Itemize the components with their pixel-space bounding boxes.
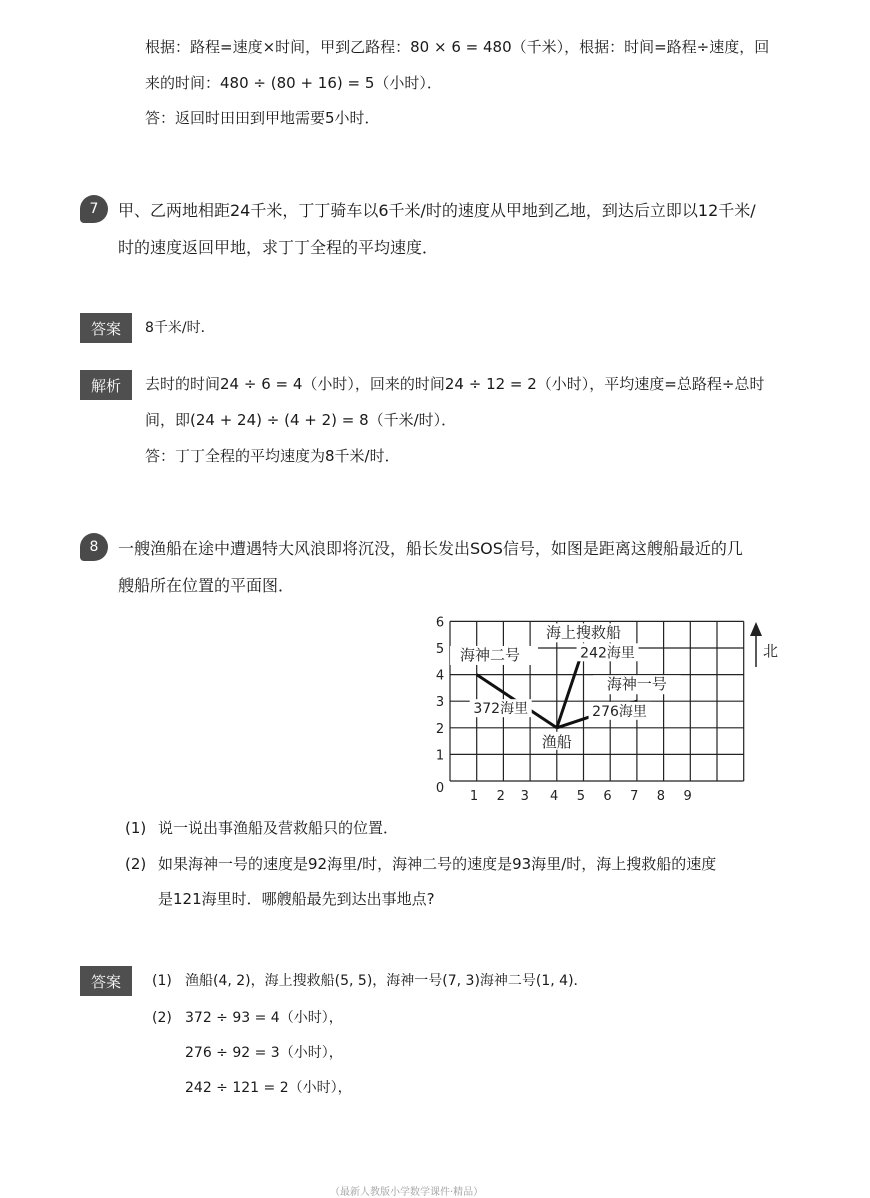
question-8-line-1: 一艘渔船在途中遭遇特大风浪即将沉没，船长发出SOS信号，如图是距离这艘船最近的几 [118,539,743,558]
question-7-analysis-line-1: 去时的时间24 ÷ 6 = 4（小时），回来的时间24 ÷ 12 = 2（小时），平均速度=总路程÷总时 [145,375,765,393]
question-7-analysis-line-3: 答：丁丁全程的平均速度为8千米/时． [145,447,400,465]
distance-label: 242海里 [580,645,635,662]
answer-2-line-1: 372 ÷ 93 = 4（小时）， [185,1010,343,1026]
answer-tag: 答案 [80,313,132,343]
fishing-boat-label: 渔船 [541,732,572,751]
sub-question-1-number: (1) [125,819,147,837]
question-7-badge: 7 [80,195,108,223]
prev-solution-line-1: 根据：路程=速度×时间，甲到乙路程：80 × 6 = 480（千米），根据：时间=路程÷速度，回 [145,38,770,56]
question-7-line-1: 甲、乙两地相距24千米，丁丁骑车以6千米/时的速度从甲地到乙地，到达后立即以12千米/ [118,201,756,220]
sub-question-2-number: (2) [125,855,147,873]
x-tick-label: 3 [520,789,529,804]
question-8-badge: 8 [80,533,108,561]
x-tick-label: 9 [683,789,692,804]
distance-label: 372海里 [473,701,529,718]
y-tick-label: 3 [435,695,445,711]
question-8-line-2: 艘船所在位置的平面图． [118,576,295,595]
ship-label: 海神一号 [606,675,667,694]
ship-label: 海神二号 [460,645,521,664]
x-tick-label: 5 [576,789,585,804]
y-tick-label: 5 [435,642,445,657]
x-tick-label: 1 [469,789,479,804]
question-7-line-2: 时的速度返回甲地，求丁丁全程的平均速度． [118,238,439,257]
y-tick-label: 1 [435,748,445,764]
answer-2-line-3: 242 ÷ 121 = 2（小时）， [185,1080,352,1096]
answer-1: 渔船(4, 2)，海上搜救船(5, 5)，海神一号(7, 3)海神二号(1, 4)． [185,973,588,989]
x-tick-label: 7 [630,789,639,804]
ship-label: 海上搜救船 [545,623,622,642]
x-tick-label: 2 [496,789,505,804]
answer-tag-8: 答案 [80,966,132,996]
sub-question-2-line-1: 如果海神一号的速度是92海里/时，海神二号的速度是93海里/时，海上搜救船的速度 [158,855,717,873]
prev-solution-line-3: 答：返回时田田到甲地需要5小时． [145,109,380,127]
question-7-analysis-line-2: 间，即(24 + 24) ÷ (4 + 2) = 8（千米/时）． [145,411,457,429]
answer-2-number: (2) [152,1010,172,1026]
sub-question-2-line-2: 是121海里时．哪艘船最先到达出事地点? [158,890,435,908]
answer-2-line-2: 276 ÷ 92 = 3（小时）， [185,1045,343,1061]
y-tick-label: 6 [435,615,445,631]
prev-solution-line-2: 来的时间：480 ÷ (80 + 16) = 5（小时）． [145,74,442,92]
ship-position-diagram [420,604,790,809]
footer: （最新人教版小学数学课件·精品） [330,1187,484,1198]
north-arrow-icon [750,622,762,636]
y-tick-label: 2 [435,721,445,737]
x-tick-label: 4 [549,789,559,804]
x-tick-label: 6 [603,789,612,804]
y-tick-label: 4 [435,668,445,684]
sub-question-1: 说一说出事渔船及营救船只的位置． [158,819,399,837]
x-tick-label: 8 [656,789,666,804]
north-label: 北 [763,642,779,660]
question-7-answer: 8千米/时． [145,320,215,336]
distance-label: 276海里 [592,703,647,720]
analysis-tag: 解析 [80,370,132,400]
answer-1-number: (1) [152,973,172,989]
y-tick-label: 0 [435,781,445,796]
